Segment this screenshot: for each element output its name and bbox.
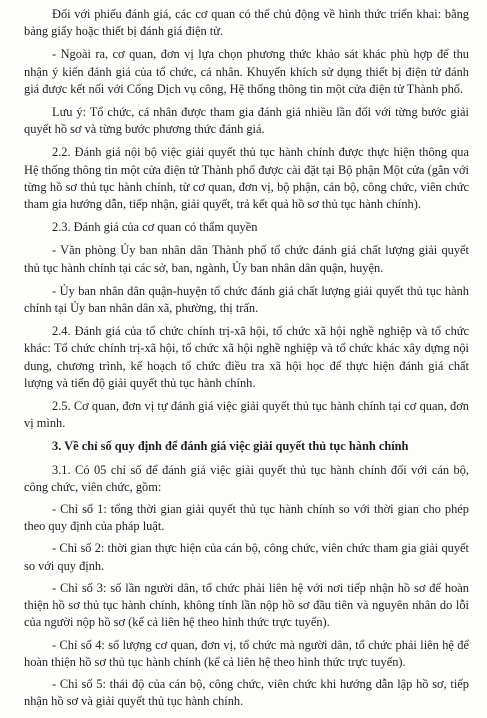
- paragraph-2-5-self-evaluation: 2.5. Cơ quan, đơn vị tự đánh giá việc giải quyết thủ tục hành chính tại cơ quan, đơn vị mình.: [24, 399, 469, 431]
- paragraph-3-1-indicators-intro: 3.1. Có 05 chỉ số để đánh giá việc giải quyết thủ tục hành chính đối với cán bộ, công chức, viên chức, gồm:: [24, 462, 469, 494]
- paragraph-indicator-5: - Chỉ số 5: thái độ của cán bộ, công chức, viên chức khi hướng dẫn lập hồ sơ, tiếp nhận hồ sơ và giải quyết thủ tục hành chính.: [24, 676, 469, 709]
- paragraph-city-office-evaluation: - Văn phòng Ủy ban nhân dân Thành phố tổ chức đánh giá chất lượng giải quyết thủ tục hành chính tại các sở, ban, ngành, Ủy ban nhân dân quận, huyện.: [24, 243, 469, 275]
- paragraph-2-4-organization-evaluation: 2.4. Đánh giá của tổ chức chính trị-xã hội, tổ chức xã hội nghề nghiệp và tổ chức khác: Tổ chức chính trị-xã hội, tổ chức xã hội nghề nghiệp và tổ chức khác xây dựng nội dung, chương trình, kế hoạch tổ chức điều tra xã hội học để thực hiện đánh giá chất lượng và tiến độ giải quyết thủ tục hành chính.: [24, 324, 469, 390]
- section-heading-indicators: 3. Về chỉ số quy định để đánh giá việc giải quyết thủ tục hành chính: [52, 439, 409, 454]
- paragraph-other-survey-methods: - Ngoài ra, cơ quan, đơn vị lựa chọn phương thức khảo sát khác phù hợp để thu nhận ý kiến đánh giá của tổ chức, cá nhân. Khuyến khích sử dụng thiết bị điện tử đánh giá được kết nối với Cổng Dịch vụ công, Hệ thống thông tin một cửa điện tử Thành phố.: [24, 47, 469, 96]
- paragraph-indicator-1: - Chỉ số 1: tổng thời gian giải quyết thủ tục hành chính so với thời gian cho phép theo quy định của pháp luật.: [24, 502, 469, 534]
- paragraph-feedback-form: Đối với phiếu đánh giá, các cơ quan có thể chủ động về hình thức triển khai: bằng bảng giấy hoặc thiết bị đánh giá điện tử.: [24, 7, 469, 39]
- paragraph-district-evaluation: - Ủy ban nhân dân quận-huyện tổ chức đánh giá chất lượng giải quyết thủ tục hành chính tại Ủy ban nhân dân xã, phường, thị trấn.: [24, 283, 469, 316]
- paragraph-note: Lưu ý: Tổ chức, cá nhân được tham gia đánh giá nhiều lần đối với từng bước giải quyết hồ sơ và từng bước phương thức đánh giá.: [24, 105, 469, 137]
- paragraph-indicator-4: - Chỉ số 4: số lượng cơ quan, đơn vị, tổ chức mà người dân, tổ chức phải liên hệ để hoàn thiện hồ sơ thủ tục hành chính (kể cả liên hệ theo hình thức trực tuyến).: [24, 637, 469, 669]
- paragraph-indicator-3: - Chỉ số 3: số lần người dân, tổ chức phải liên hệ với nơi tiếp nhận hồ sơ để hoàn thiện hồ sơ thủ tục hành chính, không tính lần nộp hồ sơ đầu tiên và nguyên nhân do lỗi của người nộp hồ sơ (kể cả liên hệ theo hình thức trực tuyến).: [24, 580, 469, 630]
- paragraph-2-2-internal-evaluation: 2.2. Đánh giá nội bộ việc giải quyết thủ tục hành chính được thực hiện thông qua Hệ thống thông tin một cửa điện tử Thành phố được cài đặt tại Bộ phận Một cửa (gắn với từng hồ sơ thủ tục hành chính, từ cơ quan, đơn vị, bộ phận, cán bộ, công chức, viên chức tham gia hướng dẫn, tiếp nhận, giải quyết, trả kết quả hồ sơ thủ tục hành chính).: [24, 145, 469, 212]
- paragraph-2-3-authority-evaluation: 2.3. Đánh giá của cơ quan có thẩm quyền: [52, 220, 258, 235]
- paragraph-indicator-2: - Chỉ số 2: thời gian thực hiện của cán bộ, công chức, viên chức tham gia giải quyết so với quy định.: [24, 541, 469, 573]
